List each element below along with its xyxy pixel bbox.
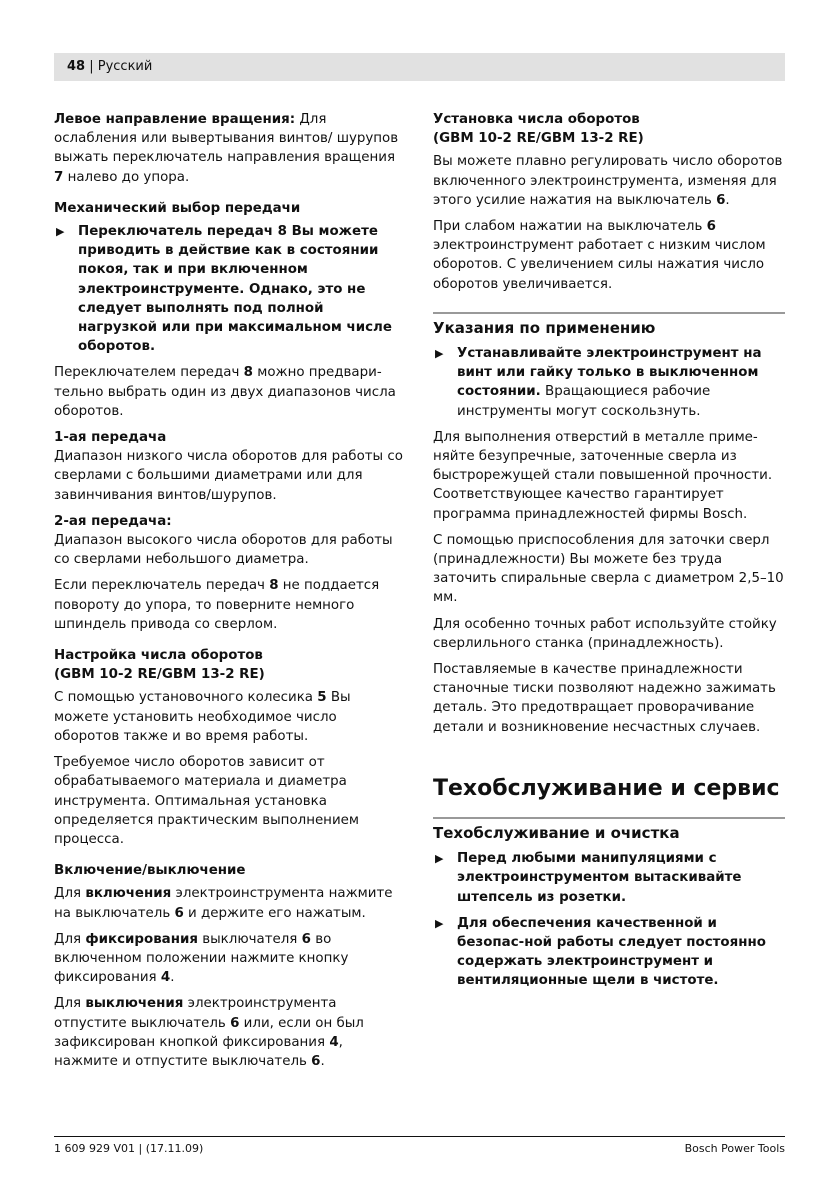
arrow-icon: ▶ (435, 852, 444, 866)
paragraph: Диапазон высокого числа оборотов для работы со сверлами небольшого диаметра. (54, 533, 393, 568)
heading-speed-set: Настройка числа оборотов (54, 648, 263, 664)
paragraph: Левое направление вращения: Для ослабления или вывертывания винтов/ шурупов выжать переключатель направления вращения 7 налево до упора. (54, 112, 399, 185)
heading-variable-speed-models: (GBM 10-2 RE/GBM 13-2 RE) (433, 131, 644, 147)
warning-item: ▶ Перед любыми манипуляциями с электроинструментом вытаскивайте штепсель из розетки. (435, 851, 742, 905)
paragraph: Для выключения электроинструмента отпустите выключатель 6 или, если он был зафиксирован кнопкой фиксирования 4, нажмите и отпустите выключатель 6. (54, 996, 364, 1069)
heading-on-off: Включение/выключение (54, 863, 246, 879)
paragraph: Для выполнения отверстий в металле приме-няйте безупречные, заточенные сверла из быстрорежущей стали повышенной прочности. Соответствующее качество гарантирует программа принадлежностей фирмы Bosch. (433, 429, 773, 522)
section-usage: Указания по применению (433, 312, 785, 338)
heading-maintenance-service: Техобслуживание и сервис (433, 775, 780, 801)
arrow-icon: ▶ (435, 347, 444, 361)
arrow-icon: ▶ (435, 916, 444, 930)
paragraph: С помощью приспособления для заточки сверл (принадлежности) Вы можете без труда заточить спиральные сверла с диаметром 2,5–10 мм. (433, 532, 784, 606)
paragraph: С помощью установочного колесика 5 Вы можете установить необходимое число оборотов также и во время работы. (54, 690, 351, 744)
page-number: 48 (67, 59, 86, 74)
arrow-icon: ▶ (56, 225, 65, 239)
paragraph: Для особенно точных работ используйте стойку сверлильного станка (принадлежность). (433, 616, 777, 651)
section-maintenance-cleaning: Техобслуживание и очистка (433, 817, 785, 843)
paragraph: Диапазон низкого числа оборотов для работы со сверлами с большими диаметрами или для завинчивания винтов/шурупов. (54, 449, 403, 503)
heading-gear1: 1-ая передача (54, 430, 167, 446)
heading-speed-set-models: (GBM 10-2 RE/GBM 13-2 RE) (54, 667, 265, 683)
heading-gear: Механический выбор передачи (54, 200, 301, 216)
heading-variable-speed: Установка числа оборотов (433, 112, 640, 127)
paragraph: Если переключатель передач 8 не поддается повороту до упора, то поверните немного шпиндель привода со сверлом. (54, 578, 380, 632)
paragraph: Вы можете плавно регулировать число оборотов включенного электроинструмента, изменяя для этого усилие нажатия на выключатель 6. (433, 154, 783, 208)
paragraph: При слабом нажатии на выключатель 6 электроинструмент работает с низким числом оборотов. С увеличением силы нажатия число оборотов увеличивается. (433, 219, 766, 292)
paragraph: Поставляемые в качестве принадлежности станочные тиски позволяют надежно зажимать деталь. Это предотвращает проворачивание детали и возникновение несчастных случаев. (433, 662, 776, 735)
warning-item: ▶ Для обеспечения качественной и безопас-ной работы следует постоянно содержать электроинструмент и вентиляционные щели в чистоте. (435, 915, 766, 989)
warning-item: ▶ Устанавливайте электроинструмент на винт или гайку только в выключенном состоянии. Вращающиеся рабочие инструменты могут соскользнуть. (435, 346, 762, 419)
paragraph: Для фиксирования выключателя 6 во включенном положении нажмите кнопку фиксирования 4. (54, 931, 349, 986)
warning-item: ▶ Переключатель передач 8 Вы можете приводить в действие как в состоянии покоя, так и при включенном электроинструменте. Однако, это не следует выполнять под полной нагрузкой или при максимальном числе оборотов. (56, 224, 392, 355)
heading-gear2: 2-ая передача: (54, 513, 172, 529)
brand: Bosch Power Tools (684, 1142, 785, 1155)
left-column (54, 110, 404, 1078)
page-footer (54, 1136, 785, 1155)
paragraph: Для включения электроинструмента нажмите на выключатель 6 и держите его нажатым. (54, 886, 393, 921)
paragraph: Переключателем передач 8 можно предвари-тельно выбрать один из двух диапазонов числа оборотов. (54, 365, 396, 419)
page-header: 48 | Русский (54, 53, 785, 81)
language-label: Русский (97, 59, 153, 74)
doc-id: 1 609 929 V01 | (17.11.09) (54, 1142, 204, 1155)
paragraph: Требуемое число оборотов зависит от обрабатываемого материала и диаметра инструмента. Оптимальная установка определяется практическим выполнением процесса. (54, 755, 359, 847)
right-column (433, 110, 785, 998)
